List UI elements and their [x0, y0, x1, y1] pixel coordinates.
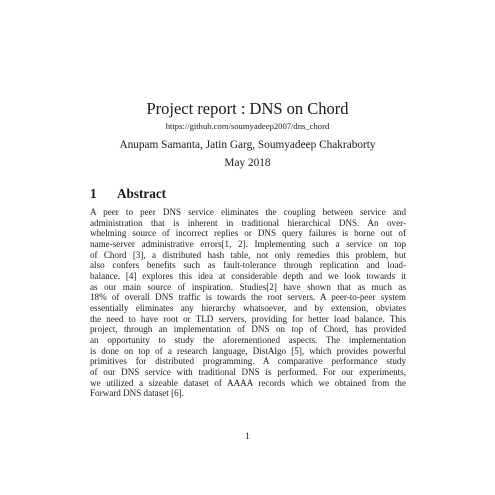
abstract-line: project, through an implementation of DNS on top of Chord, has provided [90, 324, 406, 335]
abstract-line: we utilized a sizeable dataset of AAAA records which we obtained from the [90, 377, 406, 388]
abstract-line: an opportunity to study the aforementioned aspects. The implementation [90, 334, 406, 345]
abstract-line: Forward DNS dataset [6]. [90, 388, 184, 399]
abstract-line: is done on top of a research language, DistAlgo [5], which provides powerful [90, 345, 406, 356]
abstract-line: balance. [4] explores this idea at considerable depth and we look towards it [90, 270, 406, 281]
abstract-line: whelming source of incorrect replies or DNS query failures is borne out of [90, 228, 406, 239]
repository-url: https://github.com/soumyadeep2007/dns_chord [165, 121, 330, 131]
section-number: 1 [90, 186, 97, 201]
abstract-line: the need to have root or TLD servers, providing for better load balance. This [90, 313, 406, 324]
abstract-line: A peer to peer DNS service eliminates the coupling between service and [90, 207, 406, 217]
abstract-line: as our main source of inspiration. Studies[2] have shown that as much as [90, 281, 406, 292]
abstract-line: 18% of overall DNS traffic is towards the root servers. A peer-to-peer system [90, 292, 406, 303]
abstract-line: of our DNS service with traditional DNS is performed. For our experiments, [90, 366, 406, 377]
page-number: 1 [245, 432, 250, 442]
paper-title: Project report : DNS on Chord [146, 99, 349, 118]
abstract-paragraph [90, 207, 406, 399]
abstract-line: of Chord [3], a distributed hash table, not only remedies this problem, but [90, 249, 406, 260]
abstract-line: also confers benefits such as fault-tolerance through replication and load- [90, 260, 406, 271]
abstract-line: name-server administrative errors[1, 2]. Implementing such a service on top [90, 238, 406, 249]
section-heading-abstract [90, 186, 166, 202]
author-list: Anupam Samanta, Jatin Garg, Soumyadeep Chakraborty [119, 139, 376, 151]
abstract-line: administration that is inherent in traditional hierarchical DNS. An over- [90, 217, 406, 228]
section-title: Abstract [117, 186, 167, 201]
abstract-line: primitives for distributed programming. A comparative performance study [90, 356, 406, 367]
abstract-line: essentially eliminates any hierarchy whatsoever, and by extension, obviates [90, 302, 406, 313]
publication-date: May 2018 [224, 157, 271, 169]
